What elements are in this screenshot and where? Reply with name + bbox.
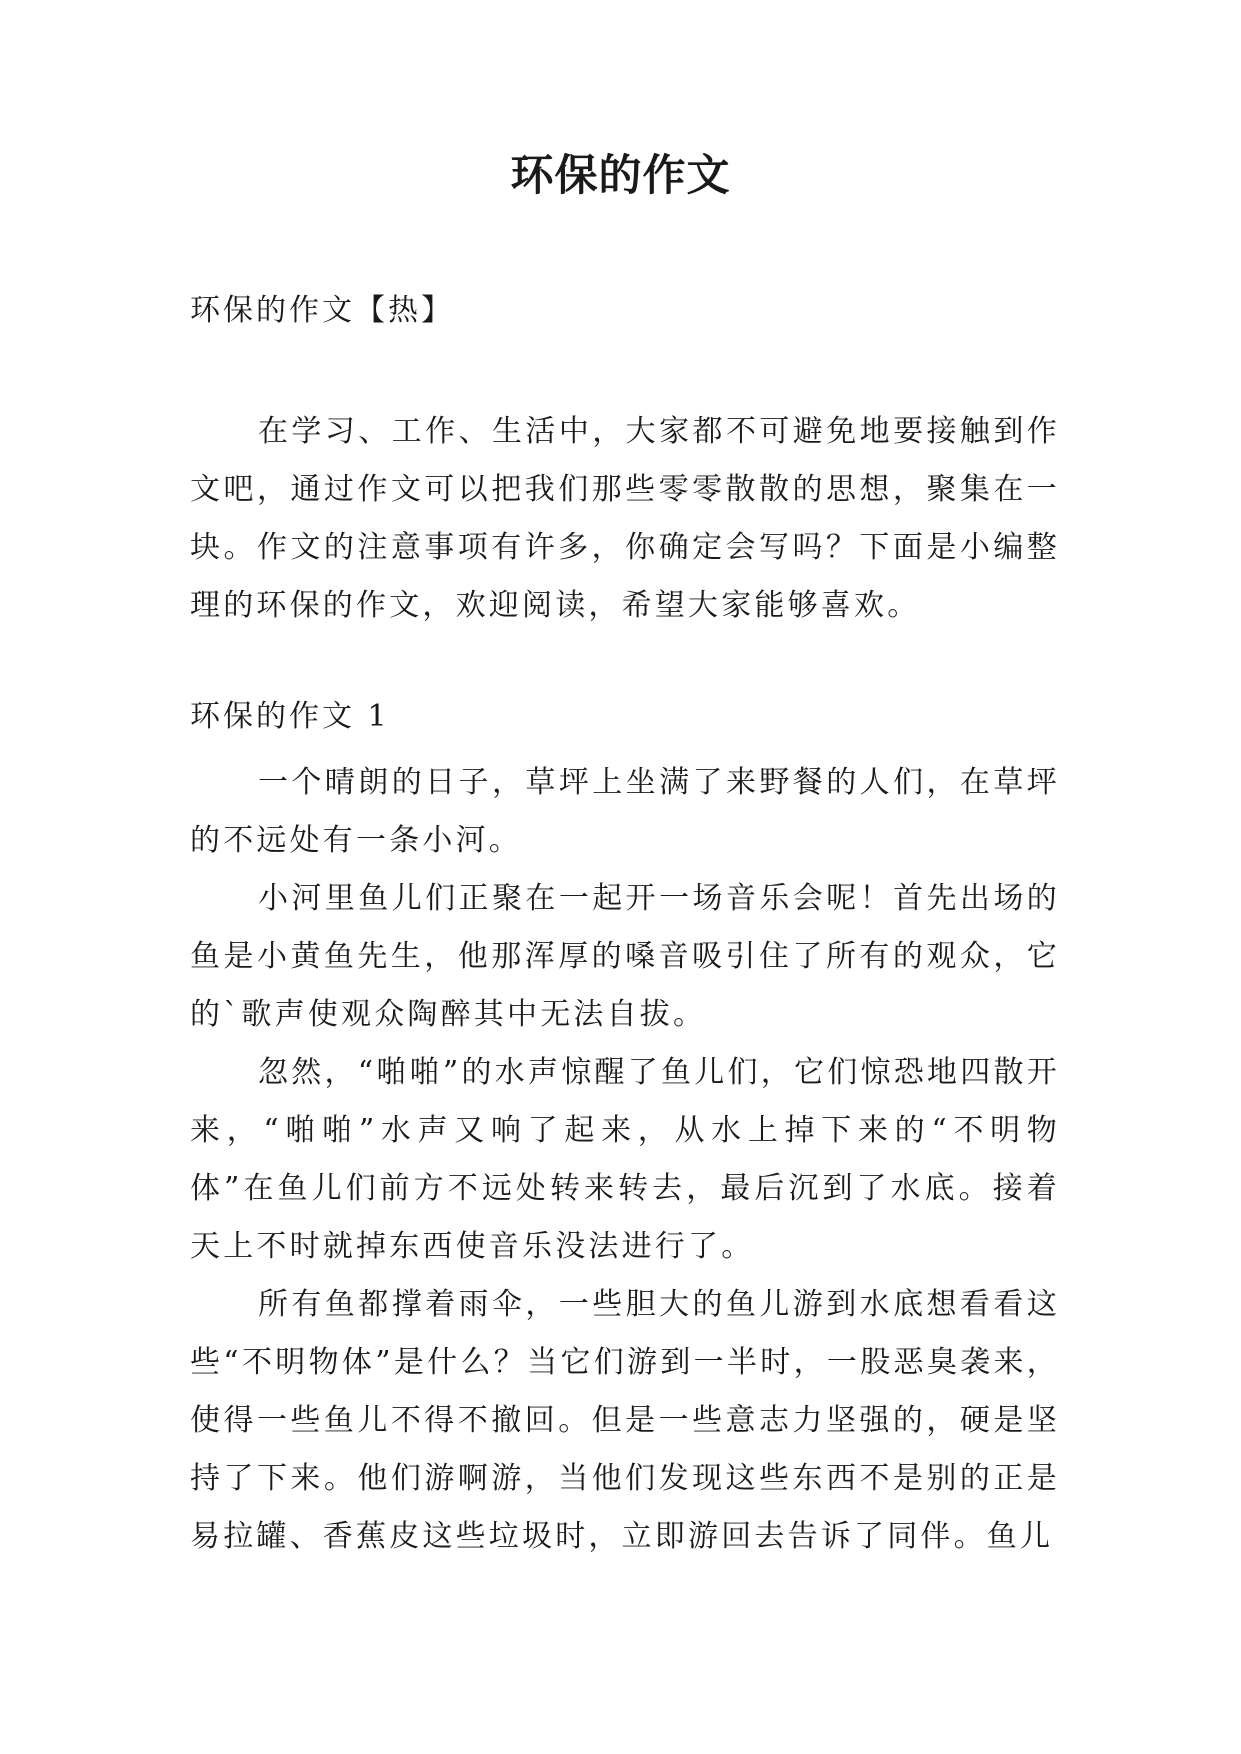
body-paragraph: 一个晴朗的日子，草坪上坐满了来野餐的人们，在草坪的不远处有一条小河。 [190,765,1060,858]
document-title: 环保的作文 [510,151,731,201]
intro-paragraph: 在学习、工作、生活中，大家都不可避免地要接触到作文吧，通过作文可以把我们那些零零散散的思想，聚集在一块。作文的注意事项有许多，你确定会写吗？下面是小编整理的环保的作文，欢迎阅读，希望大家能够喜欢。 [190,414,1060,623]
section-heading: 环保的作文 1 [190,699,390,734]
body-paragraph: 所有鱼都撑着雨伞，一些胆大的鱼儿游到水底想看看这些“不明物体”是什么？当它们游到一半时，一股恶臭袭来，使得一些鱼儿不得不撤回。但是一些意志力坚强的，硬是坚持了下来。他们游啊游，当他们发现这些东西不是别的正是易拉罐、香蕉皮这些垃圾时，立即游回去告诉了同伴。鱼儿 [190,1287,1060,1554]
body-paragraph: 小河里鱼儿们正聚在一起开一场音乐会呢！首先出场的鱼是小黄鱼先生，他那浑厚的嗓音吸引住了所有的观众，它的`歌声使观众陶醉其中无法自拔。 [190,881,1060,1032]
document-subtitle: 环保的作文【热】 [190,293,454,328]
body-paragraph: 忽然，“啪啪”的水声惊醒了鱼儿们，它们惊恐地四散开来，“啪啪”水声又响了起来，从水上掉下来的“不明物体”在鱼儿们前方不远处转来转去，最后沉到了水底。接着天上不时就掉东西使音乐没法进行了。 [190,1055,1060,1264]
